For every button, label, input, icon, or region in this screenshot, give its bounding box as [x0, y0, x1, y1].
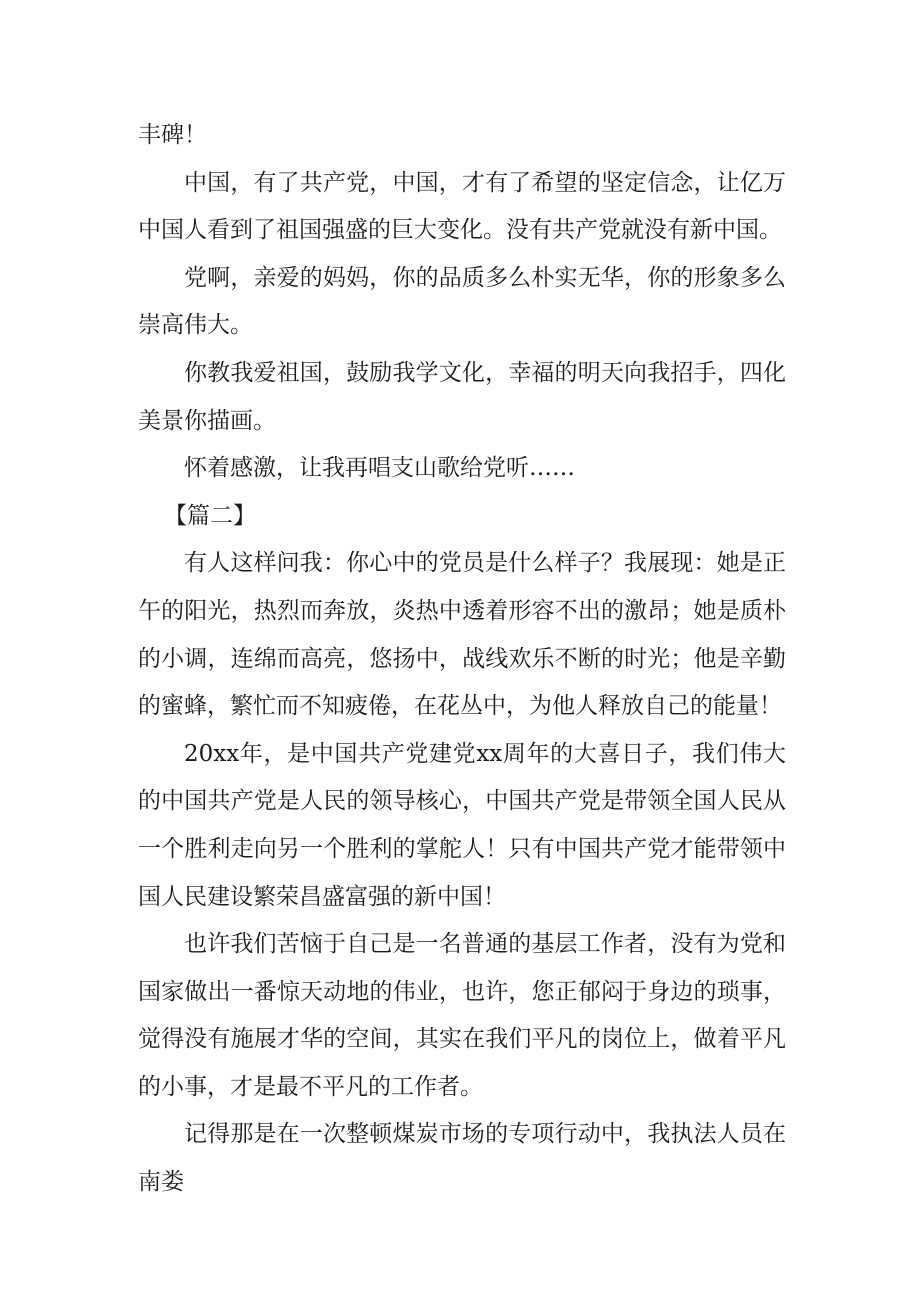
paragraph: 怀着感激，让我再唱支山歌给党听……	[184, 455, 575, 482]
paragraph: 中国，有了共产党，中国，才有了希望的坚定信念，让亿万中国人看到了祖国强盛的巨大变化。没有共产党就没有新中国。	[138, 169, 786, 244]
paragraph-continuation: 丰碑！	[138, 122, 207, 148]
paragraph: 党啊，亲爱的妈妈，你的品质多么朴实无华，你的形象多么崇高伟大。	[138, 264, 786, 339]
document-body	[138, 112, 786, 1207]
paragraph: 有人这样问我：你心中的党员是什么样子？我展现：她是正午的阳光，热烈而奔放，炎热中透着形容不出的激昂；她是质朴的小调，连绵而高亮，悠扬中，战线欢乐不断的时光；他是辛勤的蜜蜂，繁忙而不知疲倦，在花丛中，为他人释放自己的能量！	[138, 550, 786, 720]
paragraph: 也许我们苦恼于自己是一名普通的基层工作者，没有为党和国家做出一番惊天动地的伟业，也许，您正郁闷于身边的琐事，觉得没有施展才华的空间，其实在我们平凡的岗位上，做着平凡的小事，才是最不平凡的工作者。	[138, 931, 786, 1100]
paragraph: 记得那是在一次整顿煤炭市场的专项行动中，我执法人员在南娄	[138, 1121, 786, 1196]
paragraph: 你教我爱祖国，鼓励我学文化，幸福的明天向我招手，四化美景你描画。	[138, 359, 786, 434]
paragraph: 20xx年，是中国共产党建党xx周年的大喜日子，我们伟大的中国共产党是人民的领导核心，中国共产党是带领全国人民从一个胜利走向另一个胜利的掌舵人！只有中国共产党才能带领中国人民建设繁荣昌盛富强的新中国！	[138, 740, 786, 910]
section-heading: 【篇二】	[164, 502, 256, 529]
